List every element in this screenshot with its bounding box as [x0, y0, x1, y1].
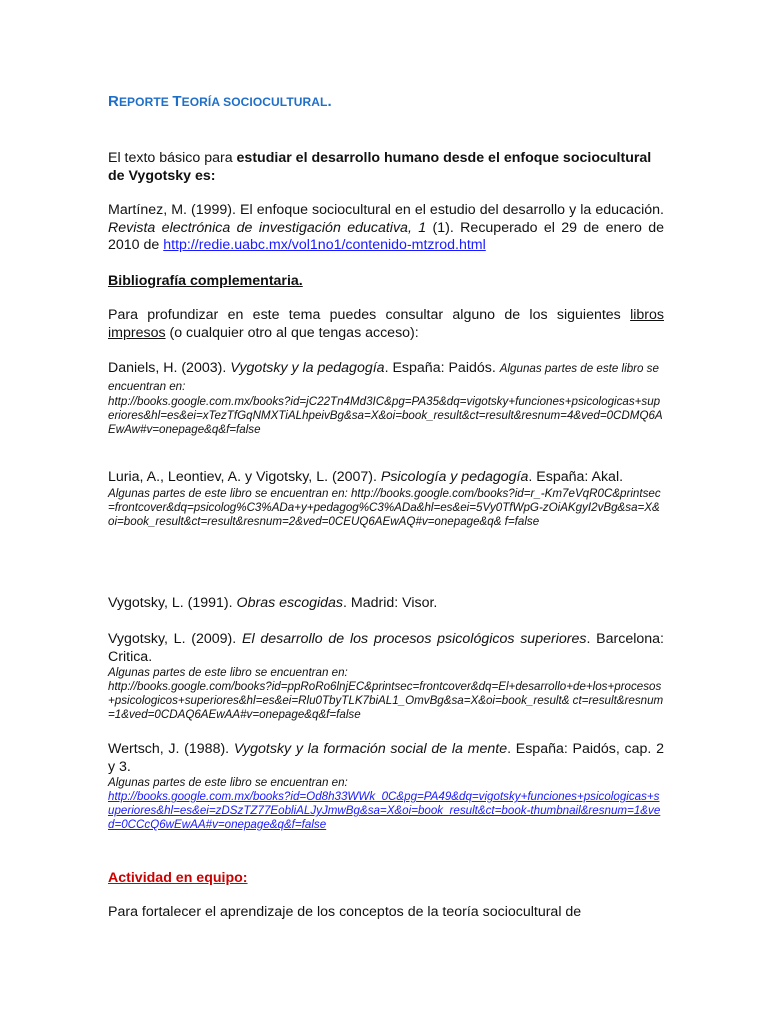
ref-note: Algunas partes de este libro se encuentran en: — [108, 486, 351, 500]
biblio-intro-underlined: libros impresos — [108, 307, 664, 341]
ref-title: Vygotsky y la formación social de la mente — [233, 741, 508, 757]
ref-publisher: . Madrid: Visor. — [343, 595, 438, 611]
ref-publisher: . España: Paidós. — [384, 360, 500, 376]
ref-title: Obras escogidas — [236, 595, 344, 611]
ref-note: Algunas partes de este libro se encuentran en: — [108, 666, 348, 680]
reference-vygotsky-1991 — [108, 595, 664, 613]
main-ref-journal: Revista electrónica de investigación educativa, 1 — [108, 219, 427, 236]
ref-note: Algunas partes de este libro se encuentran en: — [108, 776, 348, 790]
ref-publisher: . Barcelona: Critica. — [108, 631, 664, 665]
ref-author: Wertsch, J. (1988). — [108, 741, 234, 757]
ref-author: Vygotsky, L. (1991). — [108, 595, 237, 611]
biblio-intro-text: Para profundizar en este tema puedes consultar alguno de los siguientes — [108, 307, 631, 323]
biblio-intro — [108, 307, 664, 342]
ref-title: Vygotsky y la pedagogía — [230, 360, 385, 376]
intro-paragraph — [108, 150, 664, 185]
title-part: EPORTE — [118, 95, 173, 109]
ref-url-link[interactable]: http://books.google.com.mx/books?id=Od8h33WWk_0C&pg=PA49&dq=vigotsky+funciones+psicologicas+superiores&hl=es&ei=zDSzTZ77EobliALJyJmwBg&sa=X&oi=book_result&ct=book-thumbnail&resnum=1&ved=0CCcQ6wEwAA#v=onepage&q&f=false — [108, 790, 661, 832]
ref-url: http://books.google.com/books?id=r_-Km7eVqR0C&printsec=frontcover&dq=psicolog%C3%ADa+y+pedagog%C3%ADa&hl=es&ei=5Vy0TfWpG-zOiAKgyI2vBg&sa=X&oi=book_result&ct=result&resnum=2&ved=0CEUQ6AEwAQ#v=onepage&q& f=false — [108, 486, 661, 528]
intro-bold-text: estudiar el desarrollo humano desde el enfoque sociocultural de Vygotsky es: — [108, 150, 652, 184]
title-part: T — [172, 93, 182, 110]
intro-text: El texto básico para — [108, 150, 237, 166]
ref-author: Luria, A., Leontiev, A. y Vigotsky, L. (2007). — [108, 469, 381, 485]
ref-url: http://books.google.com.mx/books?id=jC22Tn4Md3IC&pg=PA35&dq=vigotsky+funciones+psicologicas+superiores&hl=es&ei=xTezTfGqNMXTiALhpeivBg&sa=X&oi=book_result&ct=result&resnum=4&ved=0CDMQ6AEwAw#v=onepage&q&f=false — [108, 395, 663, 437]
biblio-intro-text-2: (o cualquier otro al que tengas acceso): — [165, 324, 419, 341]
main-ref-link[interactable]: http://redie.uabc.mx/vol1no1/contenido-mtzrod.html — [163, 237, 486, 254]
reference-daniels — [108, 360, 664, 437]
title-part: EORÍA SOCIOCULTURAL — [181, 95, 328, 109]
document-title — [108, 93, 664, 112]
activity-paragraph: Para fortalecer el aprendizaje de los conceptos de la teoría sociocultural de — [108, 904, 582, 920]
biblio-heading: Bibliografía complementaria. — [108, 273, 303, 289]
ref-author: Vygotsky, L. (2009). — [108, 631, 242, 647]
activity-heading: Actividad en equipo: — [108, 870, 248, 886]
ref-url: http://books.google.com/books?id=ppRoRo6lnjEC&printsec=frontcover&dq=El+desarrollo+de+los+procesos+psicologicos+superiores&hl=es&ei=Rlu0TbyTLK7biAL1_OmvBg&sa=X&oi=book_result& ct=result&resnum=1&ved=0CDAQ6AEwAA#v=onepage&q&f=false — [108, 680, 664, 722]
reference-vygotsky-2009 — [108, 631, 664, 722]
ref-title: El desarrollo de los procesos psicológicos superiores — [241, 631, 587, 647]
title-part: R — [108, 93, 119, 110]
main-ref-text-2: (1). Recuperado el 29 de enero de 2010 de — [108, 219, 665, 254]
ref-author: Daniels, H. (2003). — [108, 360, 231, 376]
reference-luria — [108, 469, 664, 529]
reference-wertsch — [108, 741, 664, 832]
ref-note: Algunas partes de este libro se encuentran en: — [108, 362, 659, 393]
ref-publisher: . España: Paidós, cap. 2 y 3. — [108, 741, 664, 775]
ref-publisher: . España: Akal. — [528, 469, 624, 485]
main-ref-text: Martínez, M. (1999). El enfoque sociocultural en el estudio del desarrollo y la educación. — [108, 202, 664, 218]
title-part: . — [327, 93, 332, 110]
ref-title: Psicología y pedagogía — [380, 469, 529, 485]
main-reference — [108, 202, 664, 255]
